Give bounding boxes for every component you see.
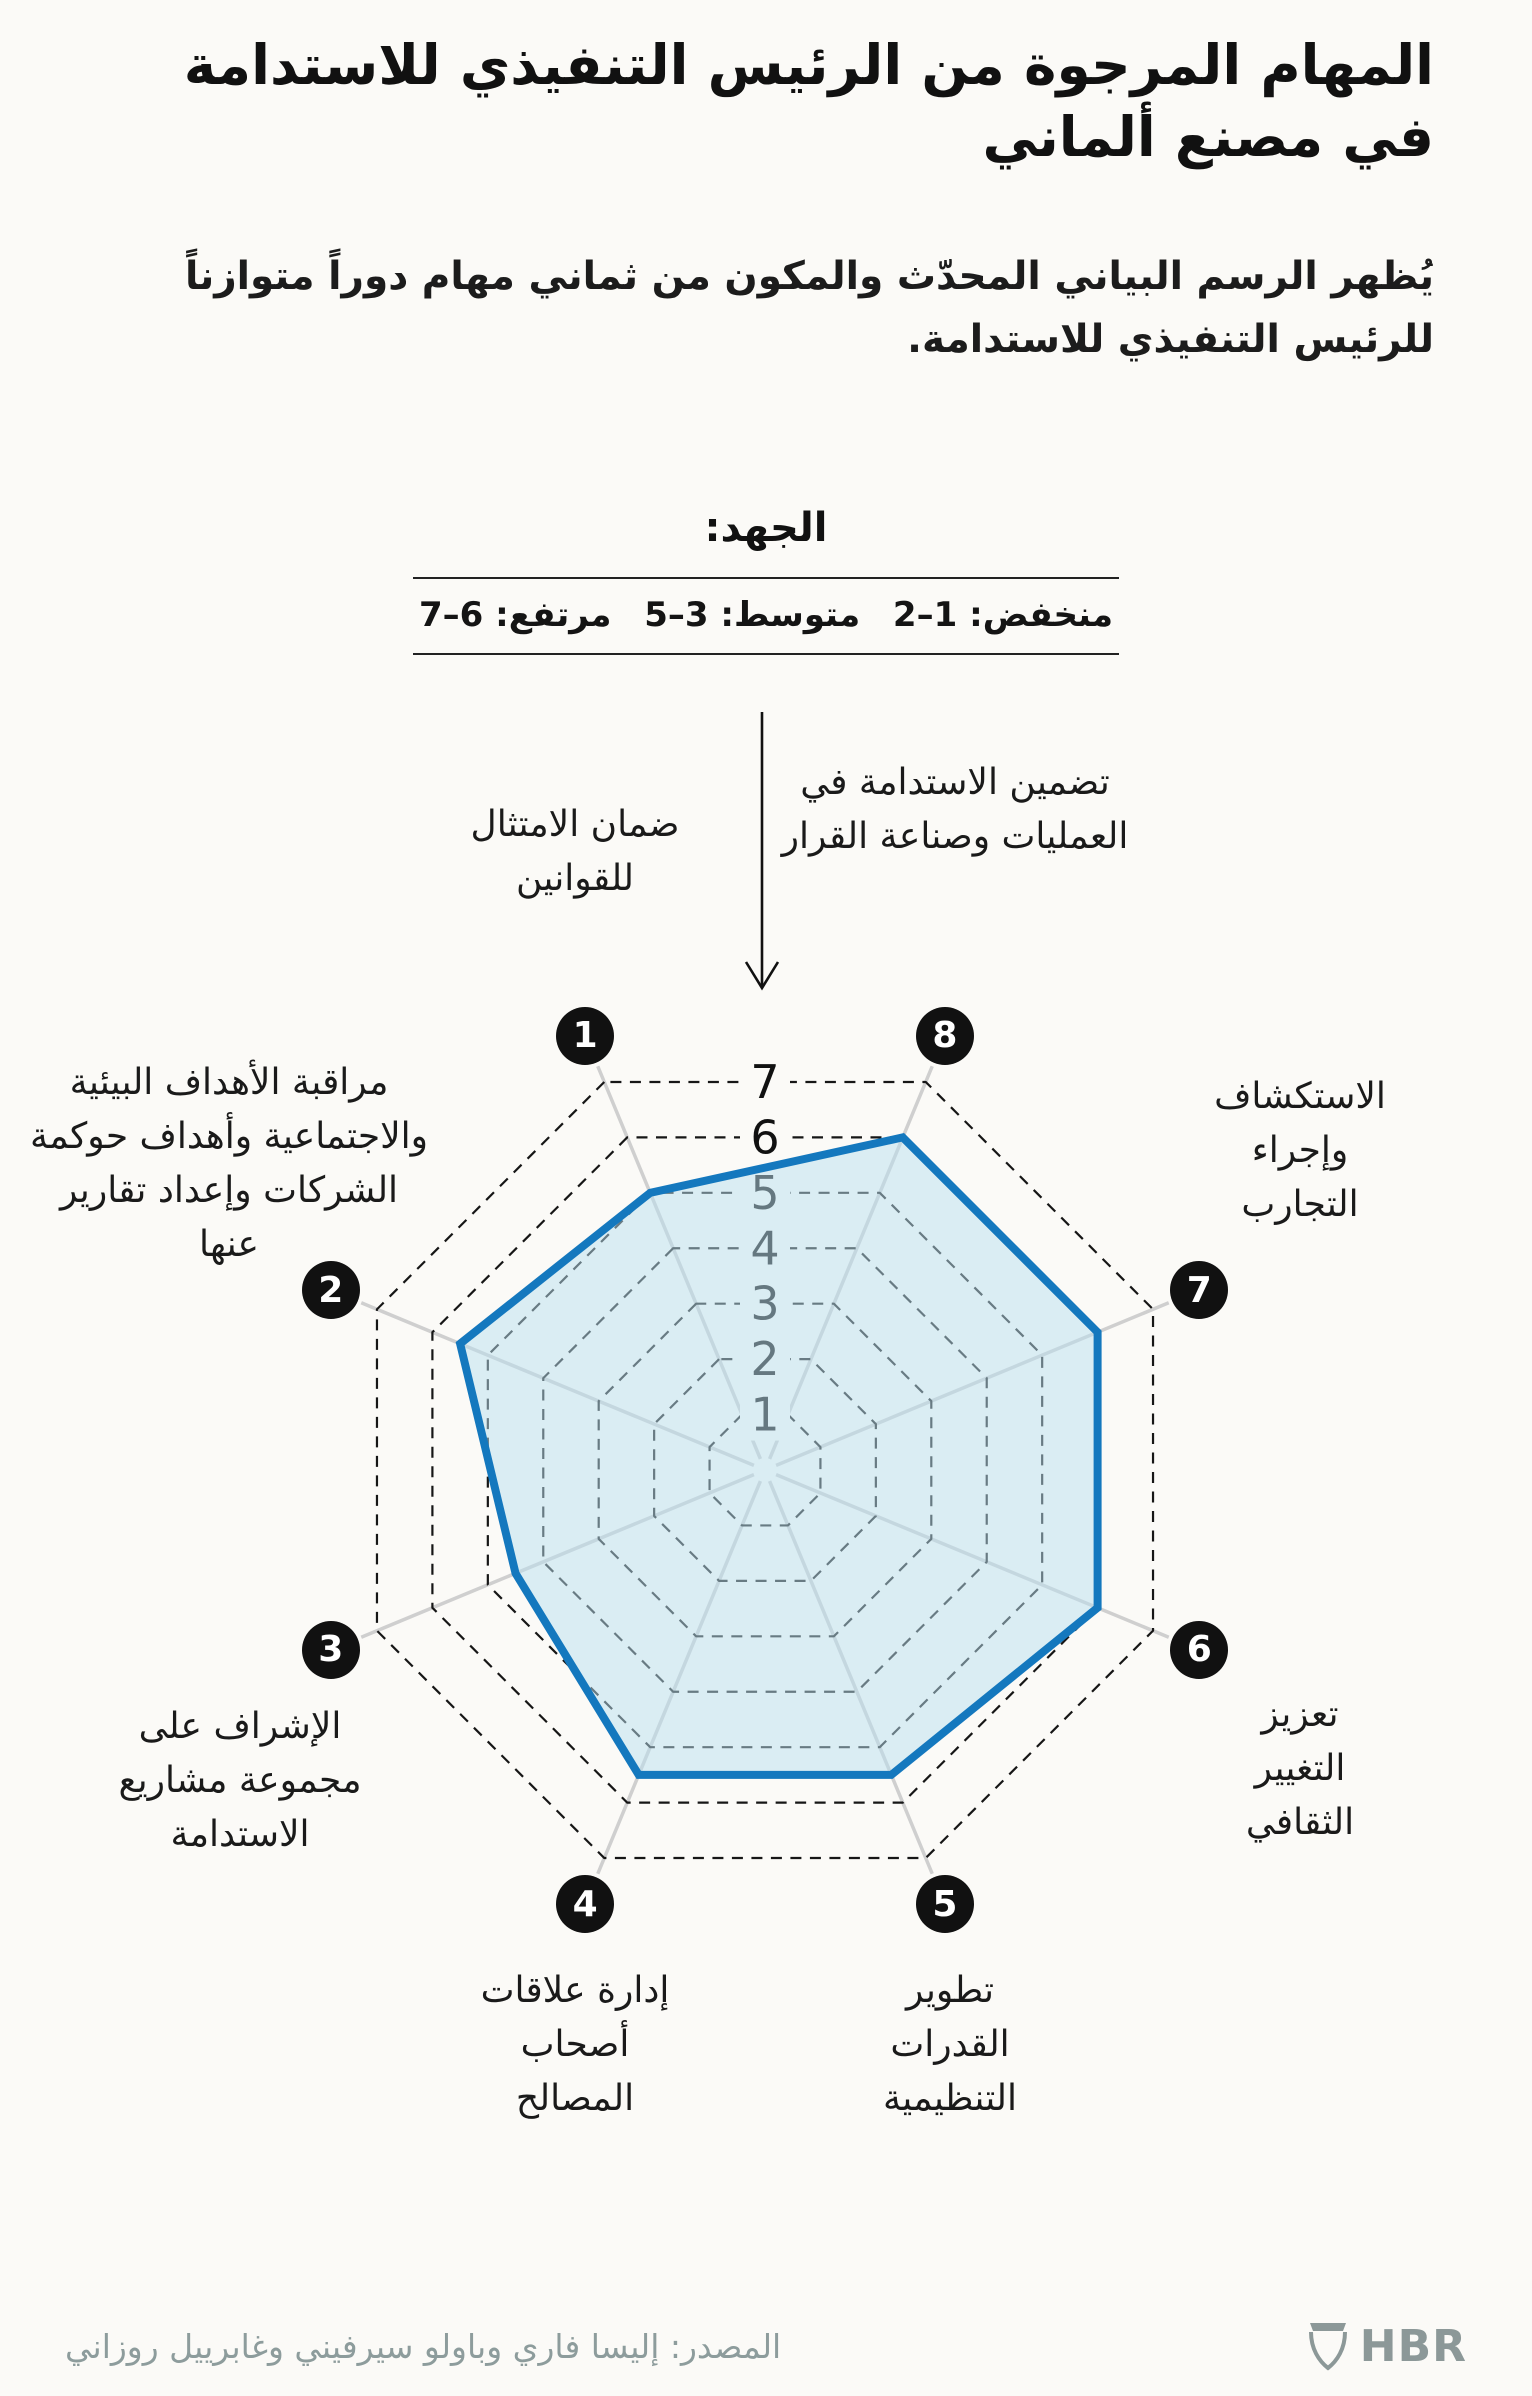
axis-label-2: مراقبة الأهداف البيئية والاجتماعية وأهداف حوكمة الشركات وإعداد تقارير عنها [29, 1062, 429, 1265]
page-title: المهام المرجوة من الرئيس التنفيذي للاستدامة في مصنع ألماني [183, 33, 1434, 169]
source-credit: المصدر: إليسا فاري وباولو سيرفيني وغابرييل روزاني [65, 2326, 782, 2366]
hbr-logo-text: HBR [1359, 2320, 1467, 2372]
axis-number-badge-1: 1 [556, 1007, 614, 1065]
legend-item-1: متوسط: 3–5 [644, 595, 861, 635]
legend-title: الجهد: [704, 505, 828, 551]
axis-label-5: تطوير القدرات التنظيمية [882, 1970, 1018, 2119]
axis-number-badge-4: 4 [556, 1875, 614, 1933]
axis-label-1: ضمان الامتثال للقوانين [470, 804, 680, 899]
legend-item-2: مرتفع: 6–7 [419, 595, 612, 635]
footer [0, 2296, 1532, 2396]
hbr-shield-icon [1306, 2319, 1350, 2373]
data-polygon [460, 1137, 1097, 1774]
legend-item-0: منخفض: 1–2 [892, 595, 1113, 635]
axis-number-badge-3: 3 [302, 1621, 360, 1679]
tick-label-7: 7 [750, 1054, 780, 1109]
axis-number-badge-5: 5 [916, 1875, 974, 1933]
tick-label-6: 6 [750, 1110, 780, 1165]
axis-label-3: الإشراف على مجموعة مشاريع الاستدامة [118, 1706, 362, 1855]
page-subtitle: يُظهر الرسم البياني المحدّث والمكون من ثماني مهام دوراً متوازناً للرئيس التنفيذي للاستدامة. [184, 254, 1434, 363]
axis-label-6: تعزيز التغيير الثقافي [1245, 1694, 1355, 1843]
axis-number-badge-7: 7 [1170, 1261, 1228, 1319]
axis-label-4: إدارة علاقات أصحاب المصالح [480, 1970, 670, 2119]
axis-number-badge-6: 6 [1170, 1621, 1228, 1679]
axis-number-badge-8: 8 [916, 1007, 974, 1065]
axis-label-8: تضمين الاستدامة في العمليات وصناعة القرار [781, 762, 1129, 857]
hbr-logo [1306, 2319, 1467, 2373]
axis-label-7: الاستكشاف وإجراء التجارب [1214, 1076, 1386, 1225]
axis-number-badge-2: 2 [302, 1261, 360, 1319]
